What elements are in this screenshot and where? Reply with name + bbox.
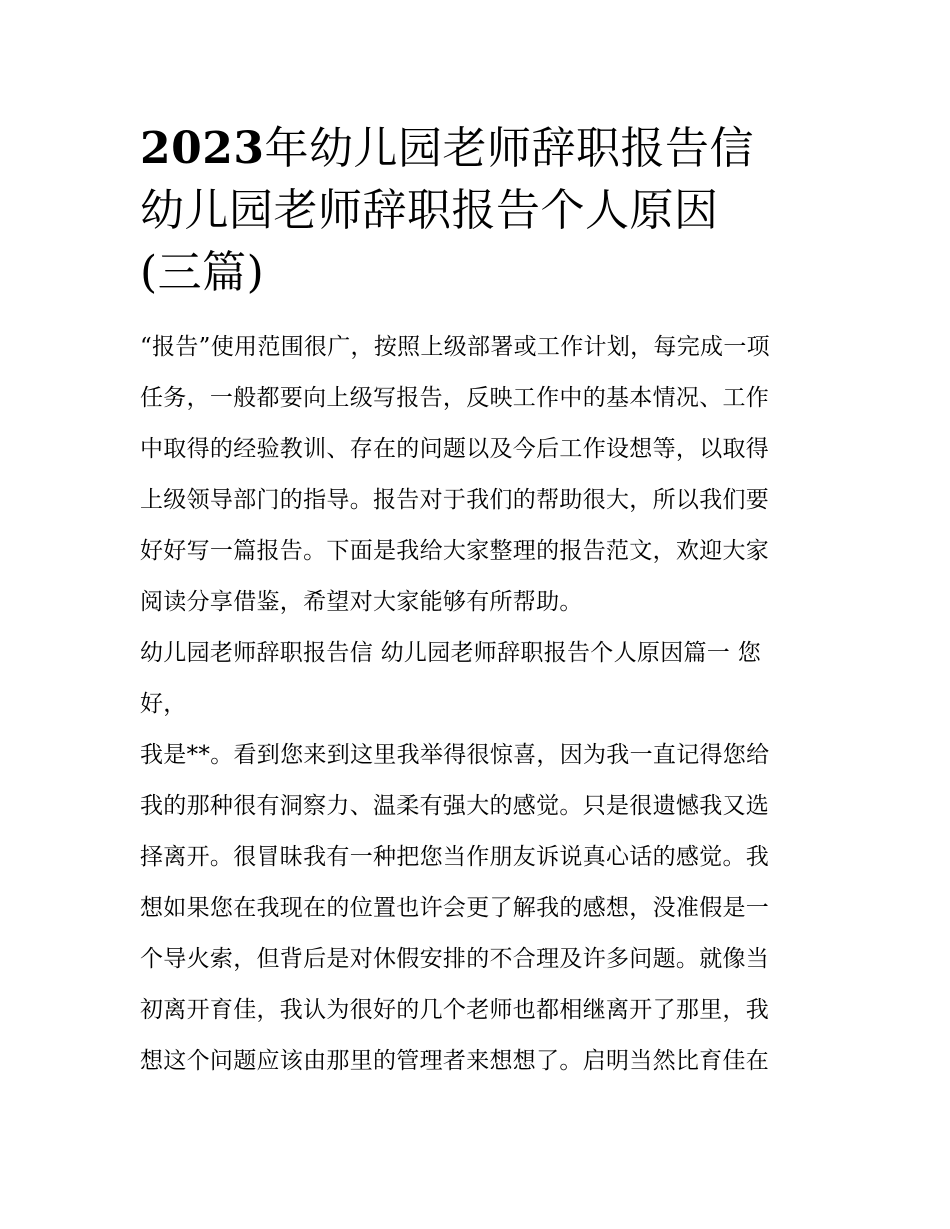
intro-paragraph	[140, 322, 810, 628]
text-line: 好好写一篇报告。下面是我给大家整理的报告范文，欢迎大家	[140, 538, 770, 564]
text-line: 择离开。很冒昧我有一种把您当作朋友诉说真心话的感觉。我	[140, 844, 770, 870]
text-line: 初离开育佳，我认为很好的几个老师也都相继离开了那里，我	[140, 997, 770, 1023]
document-title	[140, 118, 810, 304]
title-line-1	[140, 118, 810, 180]
text-line: “报告”使用范围很广，按照上级部署或工作计划，每完成一项	[140, 334, 770, 360]
title-line-2: 幼儿园老师辞职报告个人原因	[140, 185, 719, 236]
title-line-1-text: 年幼儿园老师辞职报告信	[264, 123, 754, 174]
document-content	[140, 118, 810, 1087]
text-line: 想这个问题应该由那里的管理者来想想了。启明当然比育佳在	[140, 1048, 770, 1074]
text-line: 任务，一般都要向上级写报告，反映工作中的基本情况、工作	[140, 385, 770, 411]
text-line: 想如果您在我现在的位置也许会更了解我的感想，没准假是一	[140, 895, 770, 921]
text-line: 好，	[140, 691, 187, 717]
text-line: 上级领导部门的指导。报告对于我们的帮助很大，所以我们要	[140, 487, 770, 513]
document-body	[140, 322, 810, 1087]
letter-body-paragraph	[140, 730, 810, 1087]
text-line: 幼儿园老师辞职报告信 幼儿园老师辞职报告个人原因篇一 您	[140, 640, 762, 666]
text-line: 中取得的经验教训、存在的问题以及今后工作设想等，以取得	[140, 436, 770, 462]
text-line: 阅读分享借鉴，希望对大家能够有所帮助。	[140, 589, 583, 615]
title-year: 2023	[140, 123, 265, 174]
text-line: 我的那种很有洞察力、温柔有强大的感觉。只是很遗憾我又选	[140, 793, 770, 819]
text-line: 我是**。看到您来到这里我举得很惊喜，因为我一直记得您给	[140, 742, 770, 768]
text-line: 个导火索，但背后是对休假安排的不合理及许多问题。就像当	[140, 946, 770, 972]
section-heading-paragraph	[140, 628, 810, 730]
title-line-3: (三篇)	[140, 247, 265, 298]
